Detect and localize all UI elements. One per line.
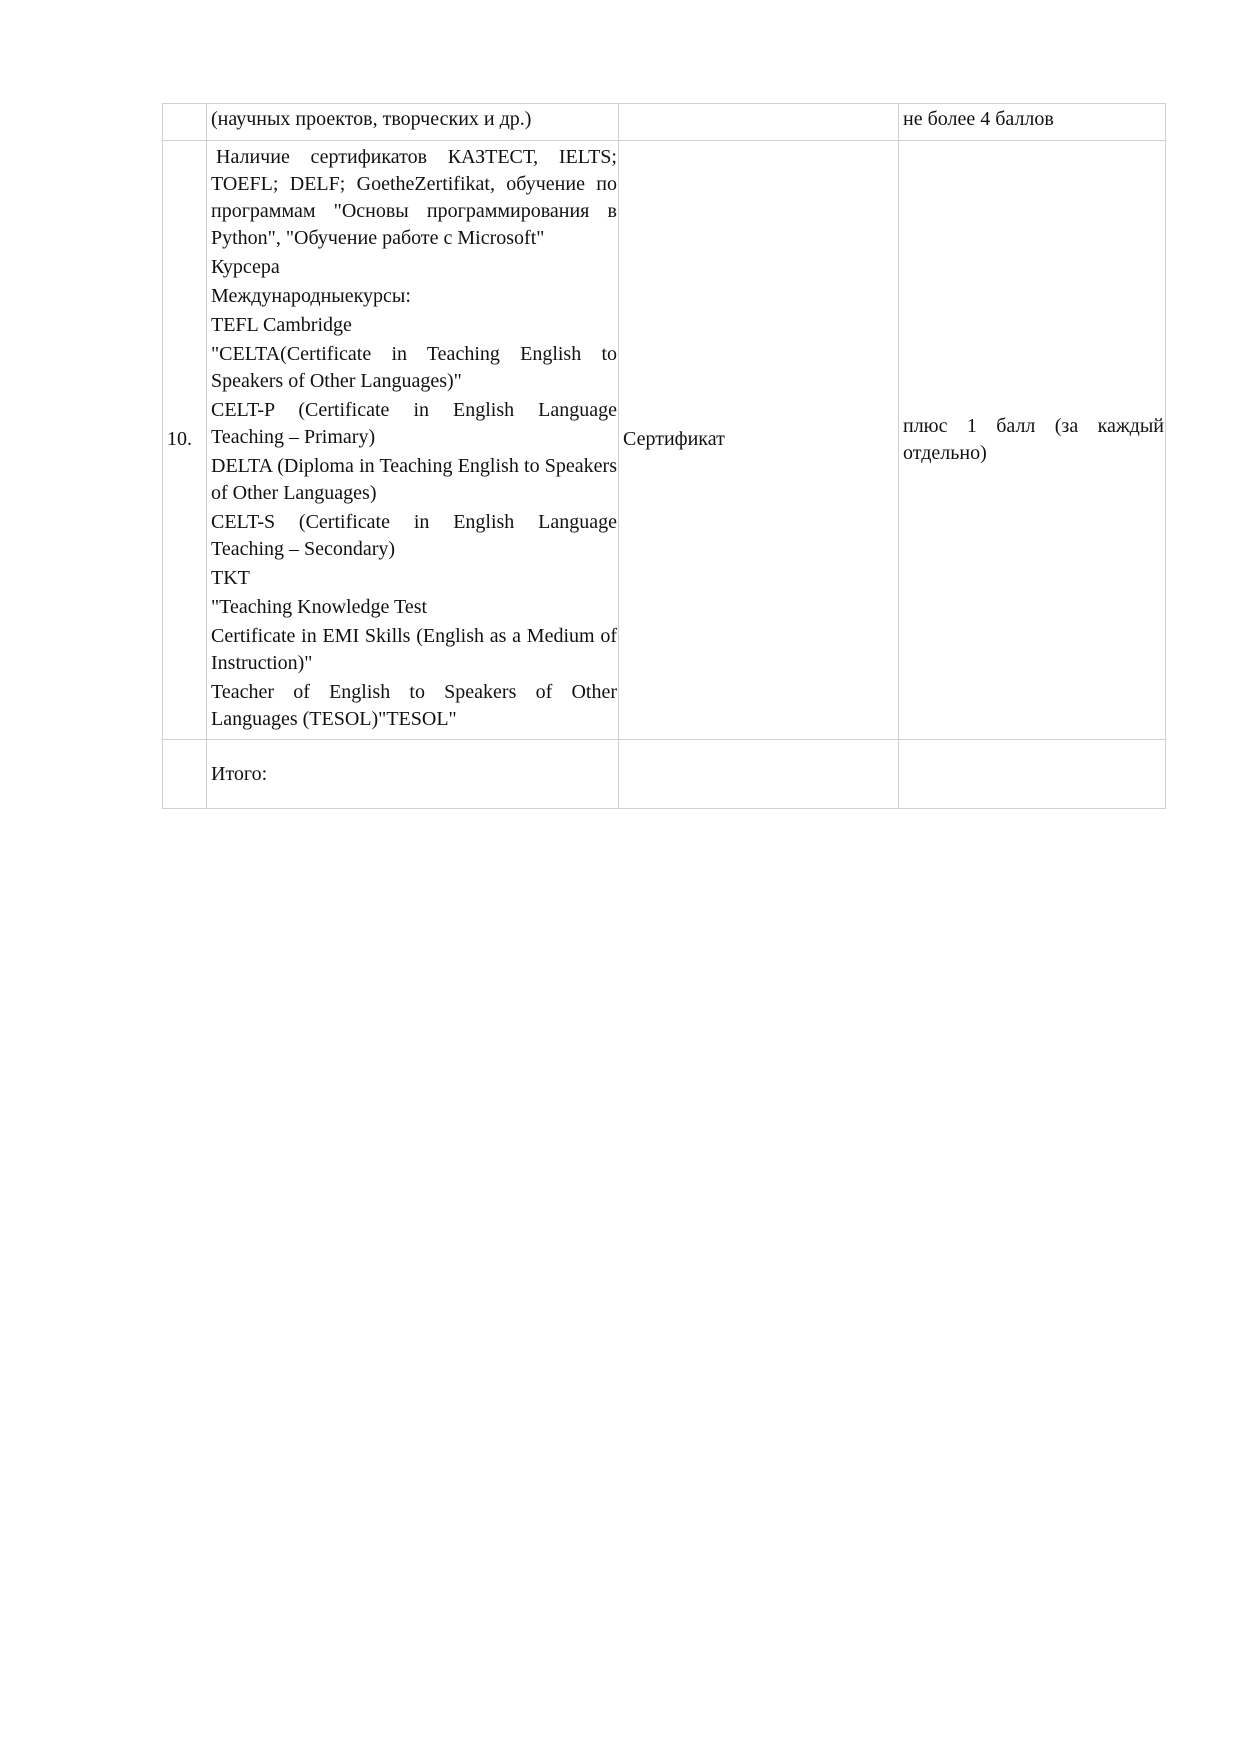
description-line-tkt: TKT [211,567,250,589]
table-row-total [163,740,1166,809]
description-line-tesol: Teacher of English to Speakers of Other Languages (TESOL)"TESOL" [211,681,617,730]
row-number-cell [163,104,207,141]
description-line-international-courses: Международныекурсы: [211,285,411,307]
description-line-coursera: Курсера [211,256,280,278]
document-cell: Сертификат [619,141,899,740]
row-number-cell: 10. [163,141,207,740]
table-row-continuation [163,104,1166,141]
criterion-description-cell: (научных проектов, творческих и др.) [207,104,619,141]
description-line-tefl: TEFL Cambridge [211,314,352,336]
document-cell [619,740,899,809]
description-line-certificates: Наличие сертификатов КАЗТЕСТ, IELTS; TOEFL; DELF; GoetheZertifikat, обучение по программам "Основы программирования в Python", "Обучение работе с Microsoft" [211,146,617,249]
criterion-description-cell [207,141,619,740]
description-line-delta: DELTA (Diploma in Teaching English to Speakers of Other Languages) [211,455,617,504]
description-line-celt-s: CELT-S (Certificate in English Language Teaching – Secondary) [211,511,617,560]
score-cell [899,740,1166,809]
description-line-celta: "CELTA(Certificate in Teaching English to Speakers of Other Languages)" [211,343,617,392]
score-cell [899,141,1166,740]
row-number-cell [163,740,207,809]
criteria-table [162,103,1166,809]
description-line-celt-p: CELT-P (Certificate in English Language Teaching – Primary) [211,399,617,448]
description-line-teaching-knowledge-test: "Teaching Knowledge Test [211,596,428,618]
description-line-emi-skills: Certificate in EMI Skills (English as a Medium of Instruction)" [211,625,617,674]
document-cell [619,104,899,141]
total-label-cell: Итого: [207,740,619,809]
score-cell: не более 4 баллов [899,104,1166,141]
table-row-certificates [163,141,1166,740]
score-text: плюс 1 балл (за каждый отдельно) [903,414,1164,464]
